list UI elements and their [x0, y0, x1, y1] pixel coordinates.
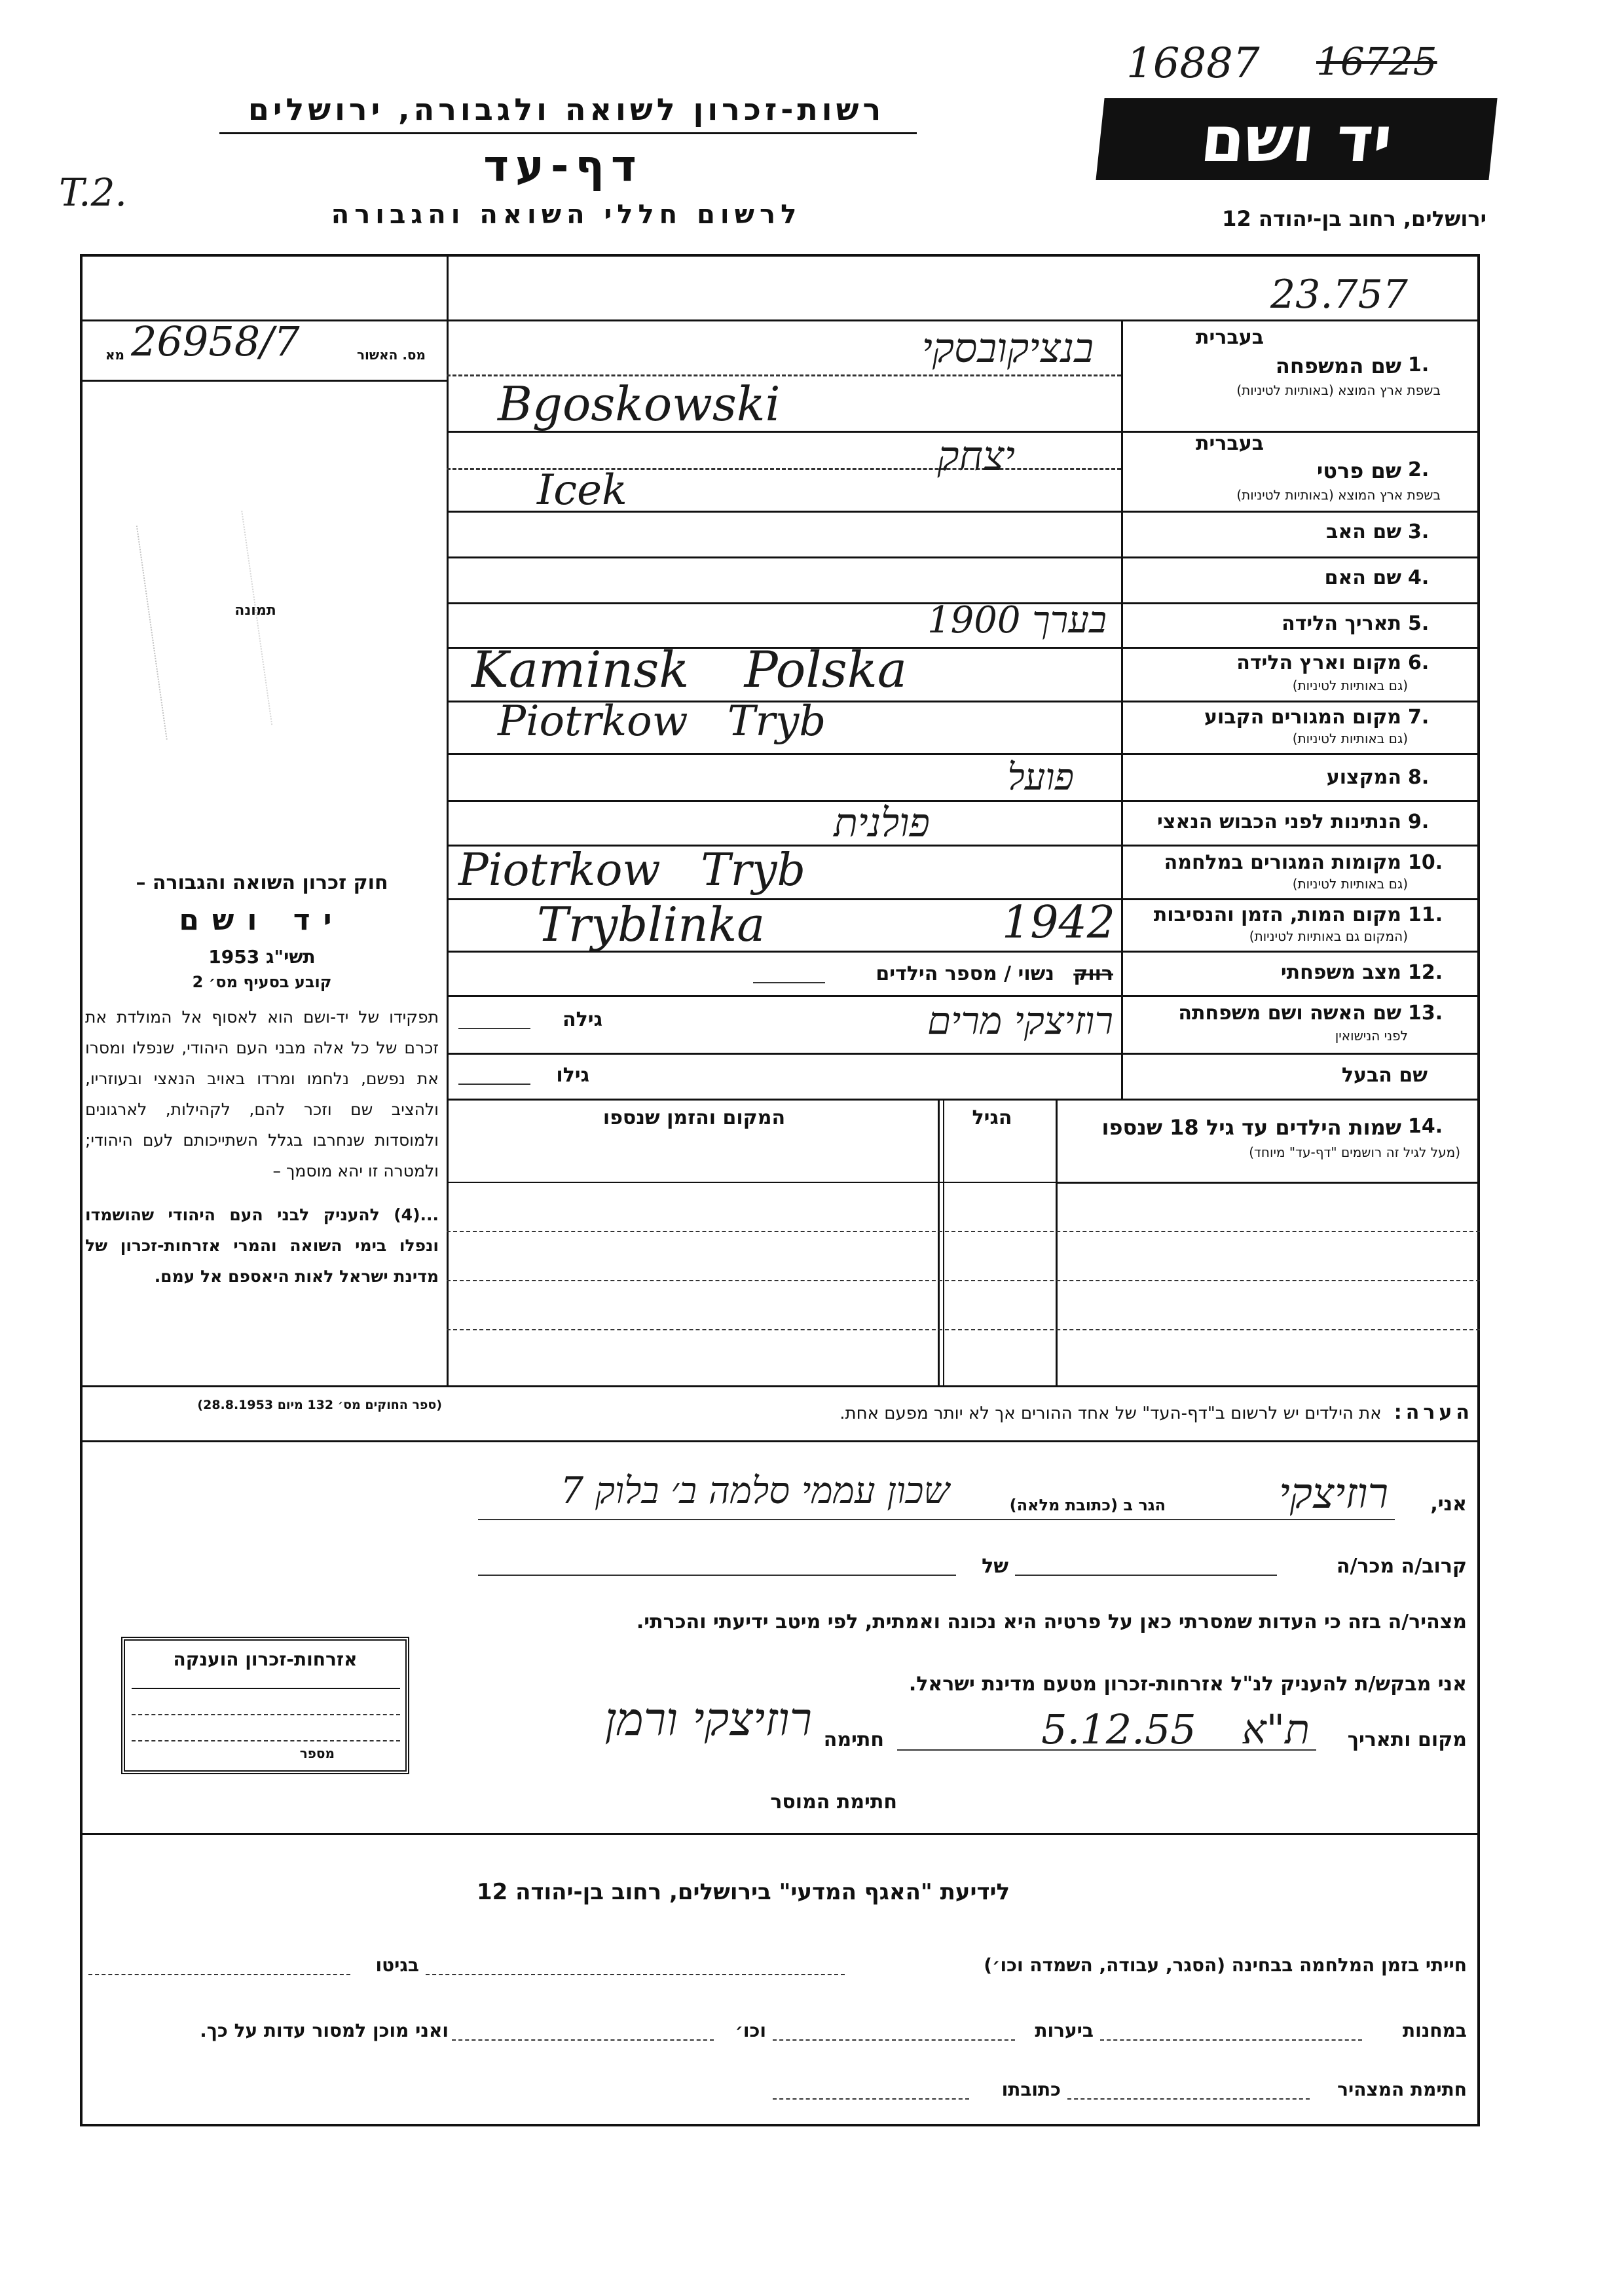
- info-line2-a: במחנות: [1403, 2020, 1467, 2041]
- field-5-number: 5.: [1408, 612, 1430, 635]
- witness-relation-label: קרוב/ה מכר/ה: [1336, 1555, 1467, 1578]
- children-col-divider-1: [938, 1099, 940, 1385]
- witness-declaration: מצהיר/ה בזה כי העדות שמסרתי כאן על פרטיה היא נכונה ואמתית, לפי מיטב ידיעתי והכרתי.: [636, 1611, 1467, 1633]
- label-column-divider: [1121, 319, 1123, 1099]
- stamp-number-crossed: 16725: [1316, 39, 1437, 84]
- approval-label: מס. האשור: [357, 347, 426, 363]
- field-6-number: 6.: [1408, 651, 1430, 674]
- info-line3-blank-b[interactable]: [773, 2098, 969, 2100]
- law-title: חוק זכרון השואה והגבורה –: [136, 871, 388, 894]
- witness-place-date-value[interactable]: ת"א 5.12.55: [1041, 1705, 1310, 1753]
- field-7-value[interactable]: Piotrkow Tryb: [498, 697, 826, 746]
- field-2-sub: בשפת ארץ המוצא (באותיות לטיניות): [1236, 487, 1441, 503]
- note-text: את הילדים יש לרשום ב"דף-העד" של אחד ההורים אך לא יותר מפעם אחת.: [840, 1404, 1382, 1423]
- row-sep-13: [447, 1053, 1480, 1055]
- field-11-number: 11.: [1408, 903, 1443, 926]
- field-10-value[interactable]: Piotrkow Tryb: [458, 845, 806, 896]
- children-col-age: הגיל: [972, 1106, 1012, 1129]
- field-13-number: 13.: [1408, 1002, 1443, 1025]
- children-label: שמות הילדים עד גיל 18 שנספו: [1101, 1115, 1401, 1140]
- field-12-blank[interactable]: [753, 982, 825, 983]
- field-11-year[interactable]: 1942: [1002, 897, 1116, 949]
- field-3-label: שם האב: [1326, 520, 1401, 543]
- stamp-number: 16887: [1126, 39, 1260, 88]
- field-2-hebrew-value[interactable]: יצחק: [937, 432, 1015, 480]
- info-line2-blank-b[interactable]: [773, 2039, 1015, 2041]
- field-13-age-blank[interactable]: [458, 1028, 530, 1029]
- children-row-1: [447, 1182, 1056, 1183]
- witness-bottom-line: [80, 1833, 1480, 1835]
- field-8-value[interactable]: פועל: [1007, 756, 1074, 799]
- children-number: 14.: [1408, 1115, 1443, 1138]
- field-1-hebrew-tag: בעברית: [1196, 326, 1264, 349]
- row-sep-7: [447, 753, 1480, 755]
- citizenship-box-line-3: [132, 1740, 400, 1741]
- citizenship-box: [121, 1637, 409, 1774]
- witness-signature[interactable]: רוזיצקי ורמן: [604, 1692, 812, 1746]
- law-box: [85, 867, 439, 1385]
- form-subtitle: לרשום חללי השואה והגבורה: [331, 200, 802, 230]
- approval-number[interactable]: 26958/7: [131, 318, 300, 365]
- children-col-divider-2: [1056, 1099, 1058, 1385]
- info-line1-blank-a[interactable]: [426, 1974, 845, 1975]
- info-line3-blank-a[interactable]: [1067, 2098, 1310, 2100]
- children-sub: (מעל לגיל זה רושמים "דף-עד" מיוחד): [1249, 1144, 1460, 1160]
- children-col-place: המקום והזמן שנספו: [602, 1106, 786, 1129]
- photo-area: [85, 386, 445, 858]
- children-row-3[interactable]: [447, 1280, 1480, 1281]
- info-line2-end: ואני מוכן למסור עדות על כך.: [200, 2020, 449, 2041]
- row-sep-12: [447, 995, 1480, 997]
- citizenship-box-title: אזרחות-זכרון הוענקה: [173, 1649, 358, 1670]
- left-column-divider: [447, 319, 449, 1385]
- husband-age-blank[interactable]: [458, 1084, 530, 1085]
- field-9-label: הנתינות לפני הכבוש הנאצי: [1157, 811, 1401, 833]
- law-footer-line: [80, 1385, 447, 1387]
- field-3-number: 3.: [1408, 520, 1430, 543]
- law-paragraph-1: תפקידו של יד-ושם הוא לאסוף אל המולדת את זכרם של כל אלה מבני העם היהודי, שנפלו ומסרו את נפשם, נלחמו ומרדו באויב הנאצי ובעוזריו, ולהציב שם וזכר להם, לקהילות, לארגונים ולמוסדות שנחרבו בגלל השתייכותם לעם היהודי; ולמטרה זו יהא מוסמך –: [85, 1008, 439, 1180]
- citizenship-box-number-label: מספר: [299, 1745, 335, 1761]
- form-title: דף-עד: [483, 141, 643, 191]
- field-10-number: 10.: [1408, 851, 1443, 874]
- record-number: 23.757: [1270, 272, 1408, 318]
- husband-label: שם הבעל: [1341, 1064, 1428, 1087]
- witness-place-date-line: [897, 1749, 1316, 1751]
- witness-address-label: הגר ב (כתובת מלאה): [1009, 1496, 1166, 1514]
- info-title: לידיעת "האגף המדעי" בירושלים, רחוב בן-יהודה 12: [476, 1879, 1010, 1905]
- field-2-number: 2.: [1408, 458, 1430, 481]
- children-row-2[interactable]: [447, 1231, 1480, 1232]
- witness-issuer-label: חתימת המוסר: [770, 1791, 897, 1813]
- field-13-value[interactable]: רוזיצקי מרים: [927, 998, 1113, 1043]
- row-sep-14: [447, 1099, 1480, 1101]
- field-13-label: שם האשה ושם משפחתה: [1178, 1002, 1401, 1025]
- row-sep-8: [447, 800, 1480, 802]
- field-1-latin-value[interactable]: Bgoskowski: [498, 376, 781, 431]
- husband-age-label: גילו: [556, 1064, 589, 1087]
- field-5-value[interactable]: בערך 1900: [927, 599, 1107, 642]
- field-4-label: שם האם: [1324, 566, 1401, 589]
- field-7-label: מקום המגורים הקבוע: [1204, 706, 1401, 729]
- field-11-value[interactable]: Tryblinka: [537, 897, 766, 952]
- info-line1-blank-b[interactable]: [88, 1974, 350, 1975]
- info-line2-blank-a[interactable]: [1100, 2039, 1362, 2041]
- field-1-number: 1.: [1408, 354, 1430, 376]
- approval-line: [80, 380, 447, 382]
- field-6-sub: (גם באותיות לטיניות): [1292, 678, 1408, 693]
- witness-ani-label: אני,: [1430, 1493, 1467, 1516]
- photo-smudge: [136, 511, 272, 740]
- field-12-value-label: נשוי / מספר הילדים: [876, 962, 1054, 985]
- info-line2-c: וכו׳: [735, 2020, 766, 2041]
- field-12-struck: רווק: [1073, 962, 1113, 985]
- field-7-sub: (גם באותיות לטיניות): [1292, 731, 1408, 746]
- approval-suffix: מא: [105, 347, 124, 363]
- law-clause: קובע בסעיף מס׳ 2: [192, 973, 332, 991]
- witness-of-line[interactable]: [478, 1575, 956, 1576]
- witness-signature-label: חתימה: [823, 1728, 884, 1751]
- field-2-latin-value[interactable]: Icek: [537, 466, 627, 515]
- photo-label: תמונה: [234, 602, 276, 619]
- info-line3-b: כתובתו: [1001, 2079, 1061, 2100]
- field-10-sub: (גם באותיות לטיניות): [1292, 876, 1408, 892]
- witness-relation-line[interactable]: [1015, 1575, 1277, 1576]
- field-4-number: 4.: [1408, 566, 1430, 589]
- field-6-value[interactable]: Kaminsk Polska: [471, 640, 908, 699]
- top-strip-divider: [447, 254, 449, 319]
- field-11-label: מקום המות, הזמן והנסיבות: [1153, 903, 1401, 926]
- field-6-label: מקום וארץ הלידה: [1236, 651, 1401, 674]
- field-1-hebrew-value[interactable]: בנציקובסקי: [921, 324, 1094, 372]
- law-subtitle: יד ושם: [179, 903, 345, 937]
- authority-underline: [219, 132, 917, 134]
- info-line1-mid: בגיטו: [375, 1954, 419, 1976]
- field-12-number: 12.: [1408, 961, 1443, 984]
- children-bottom-line: [447, 1385, 1480, 1387]
- field-10-label: מקומות המגורים במלחמה: [1164, 851, 1401, 874]
- note-label: הערה:: [1393, 1401, 1473, 1424]
- law-year: תשי"ג 1953: [208, 946, 316, 968]
- field-1-label: שם המשפחה: [1275, 354, 1401, 378]
- witness-place-date-label: מקום ותאריך: [1347, 1728, 1467, 1751]
- field-2-hebrew-tag: בעברית: [1196, 432, 1264, 455]
- children-col-divider-3: [943, 1099, 944, 1385]
- children-row-4[interactable]: [447, 1329, 1480, 1330]
- field-9-value[interactable]: פולנית: [834, 800, 930, 846]
- citizenship-box-line-2: [132, 1714, 400, 1715]
- info-line2-blank-c[interactable]: [452, 2039, 714, 2041]
- info-line3-a: חתימת המצהיר: [1337, 2079, 1467, 2100]
- info-line2-b: ביערות: [1035, 2020, 1094, 2041]
- witness-address-line: [478, 1519, 1395, 1520]
- field-13-age-label: גילה: [563, 1008, 602, 1031]
- field-7-number: 7.: [1408, 706, 1430, 729]
- note-bottom-line: [80, 1440, 1480, 1442]
- address: ירושלים, רחוב בן-יהודה 12: [1222, 206, 1486, 231]
- field-9-number: 9.: [1408, 811, 1430, 833]
- field-12-label: מצב משפחתי: [1280, 961, 1401, 984]
- children-header-line: [1056, 1182, 1480, 1184]
- field-5-label: תאריך הלידה: [1282, 612, 1401, 635]
- row-sep-3: [447, 556, 1480, 558]
- note: [452, 1401, 1473, 1424]
- margin-note: T.2.: [59, 170, 127, 215]
- info-line1-label: חייתי בזמן המלחמה בבחינה (הסגר, עבודה, השמדה וכו׳): [984, 1954, 1467, 1976]
- law-footer: (ספר החוקים מס׳ 132 מיום 28.8.1953): [197, 1398, 442, 1412]
- field-11-sub: (המקום גם באותיות לטיניות): [1249, 928, 1408, 944]
- witness-ani-value[interactable]: רוזיצקי: [1279, 1470, 1388, 1518]
- yad-vashem-logo: יד ושם: [1096, 98, 1497, 180]
- witness-of-label: של: [982, 1555, 1008, 1578]
- authority-line: רשות-זכרון לשואה ולגבורה, ירושלים: [248, 92, 885, 127]
- witness-address-value[interactable]: שכון עממי סלמה ב׳ בלוק 7: [560, 1470, 950, 1512]
- field-2-label: שם פרטי: [1316, 458, 1401, 483]
- field-13-sub: לפני הנישואין: [1335, 1028, 1408, 1044]
- field-1-sub: בשפת ארץ המוצא (באותיות לטיניות): [1236, 382, 1441, 398]
- field-8-label: המקצוע: [1326, 766, 1401, 789]
- citizenship-box-line-1: [132, 1688, 400, 1689]
- field-8-number: 8.: [1408, 766, 1430, 789]
- witness-request: אני מבקש/ת להעניק לנ"ל אזרחות-זכרון מטעם מדינת ישראל.: [908, 1673, 1467, 1696]
- law-paragraph-2: ...(4) להעניק לבני העם היהודי שהושמדו ונפלו בימי השואה והמרי אזרחות-זכרון של מדינת ישראל לאות היאספם אל עמם.: [85, 1205, 439, 1286]
